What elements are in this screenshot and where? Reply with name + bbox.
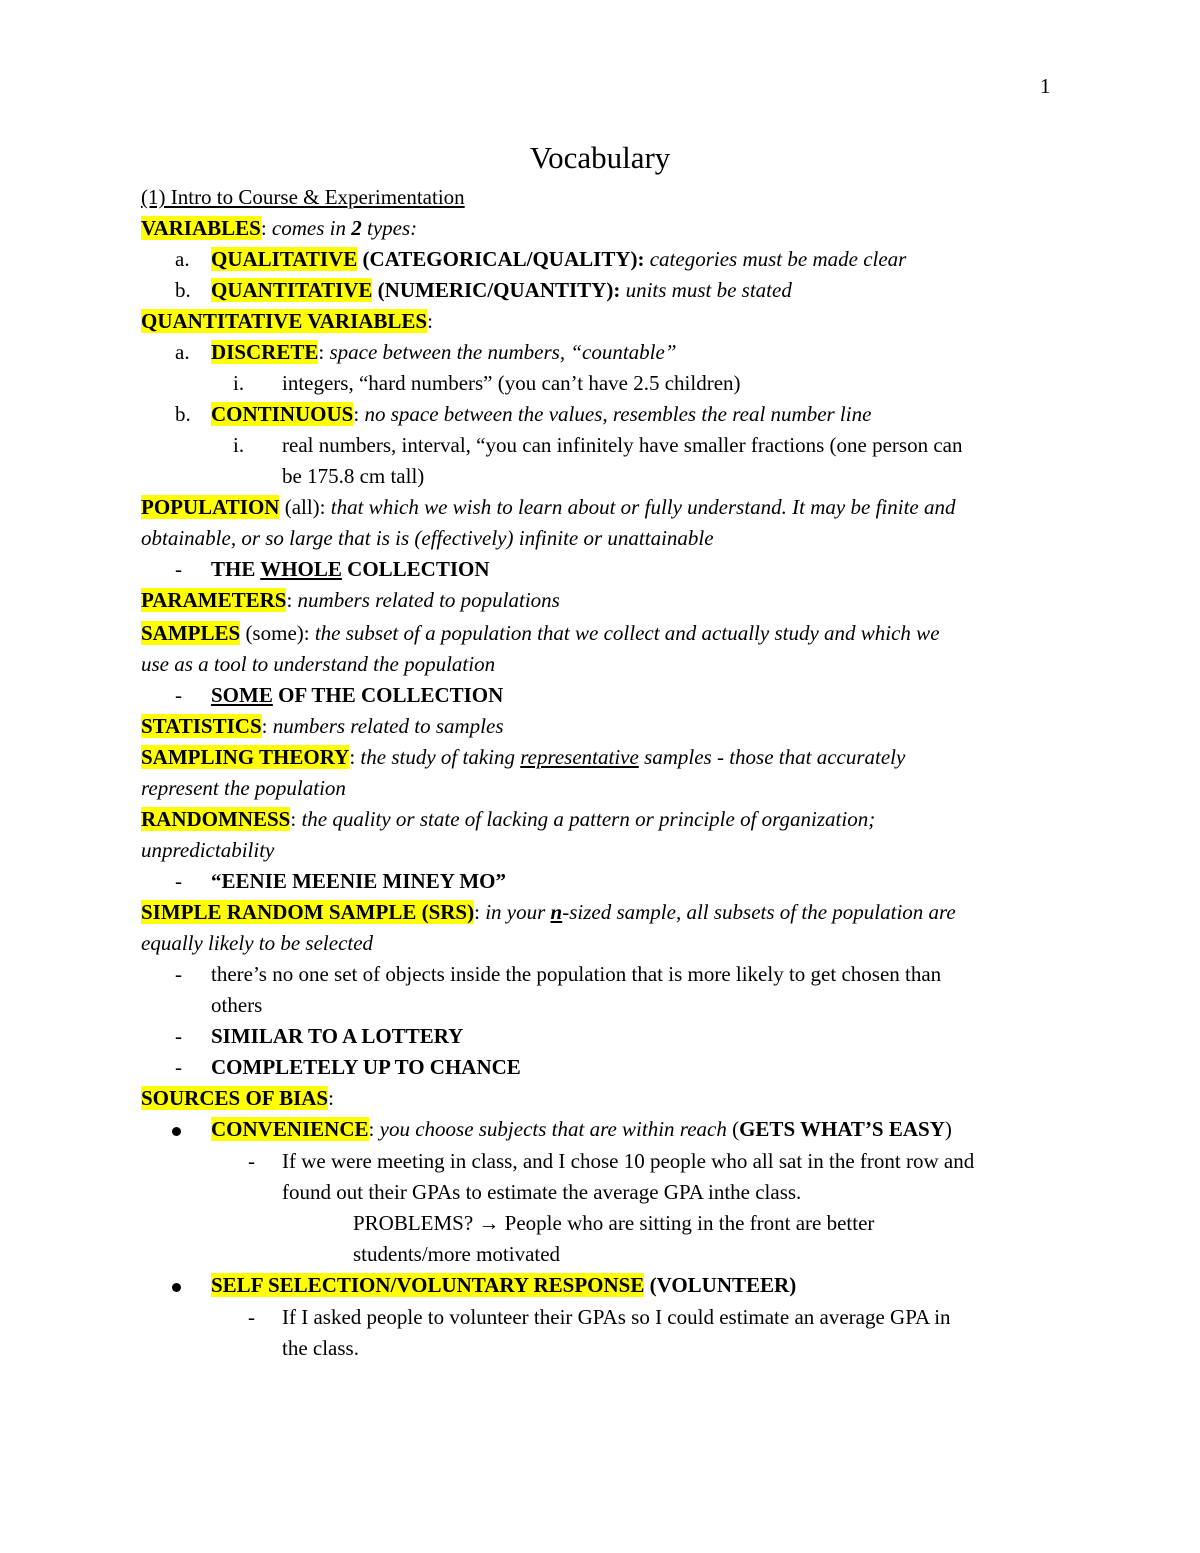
list-marker: i. (233, 371, 245, 395)
note-line: integers, “hard numbers” (you can’t have 2.5 children) (282, 371, 741, 395)
note-line: be 175.8 cm tall) (282, 464, 425, 488)
note-line: PROBLEMS? → People who are sitting in the front are better (353, 1211, 875, 1235)
term-self-selection: SELF SELECTION/VOLUNTARY RESPONSE (211, 1273, 645, 1297)
definition-line: equally likely to be selected (141, 931, 374, 955)
term-line-sampling-theory: SAMPLING THEORY: the study of taking representative samples - those that accurately (141, 745, 906, 769)
term-samples: SAMPLES (141, 621, 241, 645)
list-marker: a. (175, 340, 190, 364)
term-quantitative-variables: QUANTITATIVE VARIABLES (141, 309, 428, 333)
term-randomness: RANDOMNESS (141, 807, 291, 831)
term-line-continuous: CONTINUOUS: no space between the values, resembles the real number line (211, 402, 872, 426)
note-line: SIMILAR TO A LOTTERY (211, 1024, 464, 1048)
term-line-convenience: CONVENIENCE: you choose subjects that are within reach (GETS WHAT’S EASY) (211, 1117, 952, 1141)
term-variables: VARIABLES (141, 216, 261, 240)
term-line-variables: VARIABLES: comes in 2 types: (141, 216, 418, 240)
note-line: there’s no one set of objects inside the population that is more likely to get chosen than (211, 962, 942, 986)
definition-line: represent the population (141, 776, 346, 800)
list-marker: - (175, 1024, 182, 1048)
term-sampling-theory: SAMPLING THEORY (141, 745, 350, 769)
list-marker: - (175, 869, 182, 893)
term-line-quantitative-variables: QUANTITATIVE VARIABLES: (141, 309, 433, 333)
term-line-discrete: DISCRETE: space between the numbers, “countable” (211, 340, 677, 364)
note-line: the class. (282, 1336, 359, 1360)
term-line-sources-of-bias: SOURCES OF BIAS: (141, 1086, 334, 1110)
note-line: others (211, 993, 263, 1017)
bullet-icon (172, 1127, 181, 1136)
bullet-icon (172, 1283, 181, 1292)
note-line: COMPLETELY UP TO CHANCE (211, 1055, 521, 1079)
note-line: students/more motivated (353, 1242, 561, 1266)
term-statistics: STATISTICS (141, 714, 262, 738)
term-line-population: POPULATION (all): that which we wish to learn about or fully understand. It may be finite and (141, 495, 956, 519)
note-line: SOME OF THE COLLECTION (211, 683, 504, 707)
definition-line: use as a tool to understand the population (141, 652, 496, 676)
term-line-quantitative: QUANTITATIVE (NUMERIC/QUANTITY): units must be stated (211, 278, 792, 302)
definition-line: unpredictability (141, 838, 275, 862)
term-qualitative: QUALITATIVE (211, 247, 358, 271)
section-heading: (1) Intro to Course & Experimentation (141, 185, 465, 209)
term-convenience: CONVENIENCE (211, 1117, 369, 1141)
term-line-samples: SAMPLES (some): the subset of a population that we collect and actually study and which we (141, 621, 940, 645)
term-sources-of-bias: SOURCES OF BIAS (141, 1086, 329, 1110)
page-title: Vocabulary (529, 140, 671, 175)
note-line: “EENIE MEENIE MINEY MO” (211, 869, 506, 893)
list-marker: a. (175, 247, 190, 271)
list-marker: - (175, 557, 182, 581)
list-marker: - (175, 962, 182, 986)
term-parameters: PARAMETERS (141, 588, 287, 612)
term-line-srs: SIMPLE RANDOM SAMPLE (SRS): in your n-sized sample, all subsets of the population are (141, 900, 956, 924)
term-srs: SIMPLE RANDOM SAMPLE (SRS) (141, 900, 475, 924)
list-marker: b. (175, 402, 191, 426)
term-quantitative: QUANTITATIVE (211, 278, 373, 302)
note-line: If we were meeting in class, and I chose 10 people who all sat in the front row and (282, 1149, 975, 1173)
term-line-qualitative: QUALITATIVE (CATEGORICAL/QUALITY): categories must be made clear (211, 247, 907, 271)
note-line: THE WHOLE COLLECTION (211, 557, 490, 581)
page-number: 1 (1040, 74, 1051, 98)
note-line: real numbers, interval, “you can infinitely have smaller fractions (one person can (282, 433, 963, 457)
term-line-randomness: RANDOMNESS: the quality or state of lacking a pattern or principle of organization; (141, 807, 876, 831)
note-line: found out their GPAs to estimate the average GPA inthe class. (282, 1180, 802, 1204)
note-line: If I asked people to volunteer their GPAs so I could estimate an average GPA in (282, 1305, 951, 1329)
list-marker: - (248, 1149, 255, 1173)
list-marker: - (175, 683, 182, 707)
term-line-self-selection: SELF SELECTION/VOLUNTARY RESPONSE (VOLUNTEER) (211, 1273, 797, 1297)
list-marker: b. (175, 278, 191, 302)
term-population: POPULATION (141, 495, 280, 519)
term-line-parameters: PARAMETERS: numbers related to populations (141, 588, 560, 612)
term-line-statistics: STATISTICS: numbers related to samples (141, 714, 504, 738)
list-marker: - (175, 1055, 182, 1079)
term-continuous: CONTINUOUS (211, 402, 354, 426)
definition-line: obtainable, or so large that is is (effectively) infinite or unattainable (141, 526, 714, 550)
term-discrete: DISCRETE (211, 340, 319, 364)
list-marker: - (248, 1305, 255, 1329)
list-marker: i. (233, 433, 245, 457)
